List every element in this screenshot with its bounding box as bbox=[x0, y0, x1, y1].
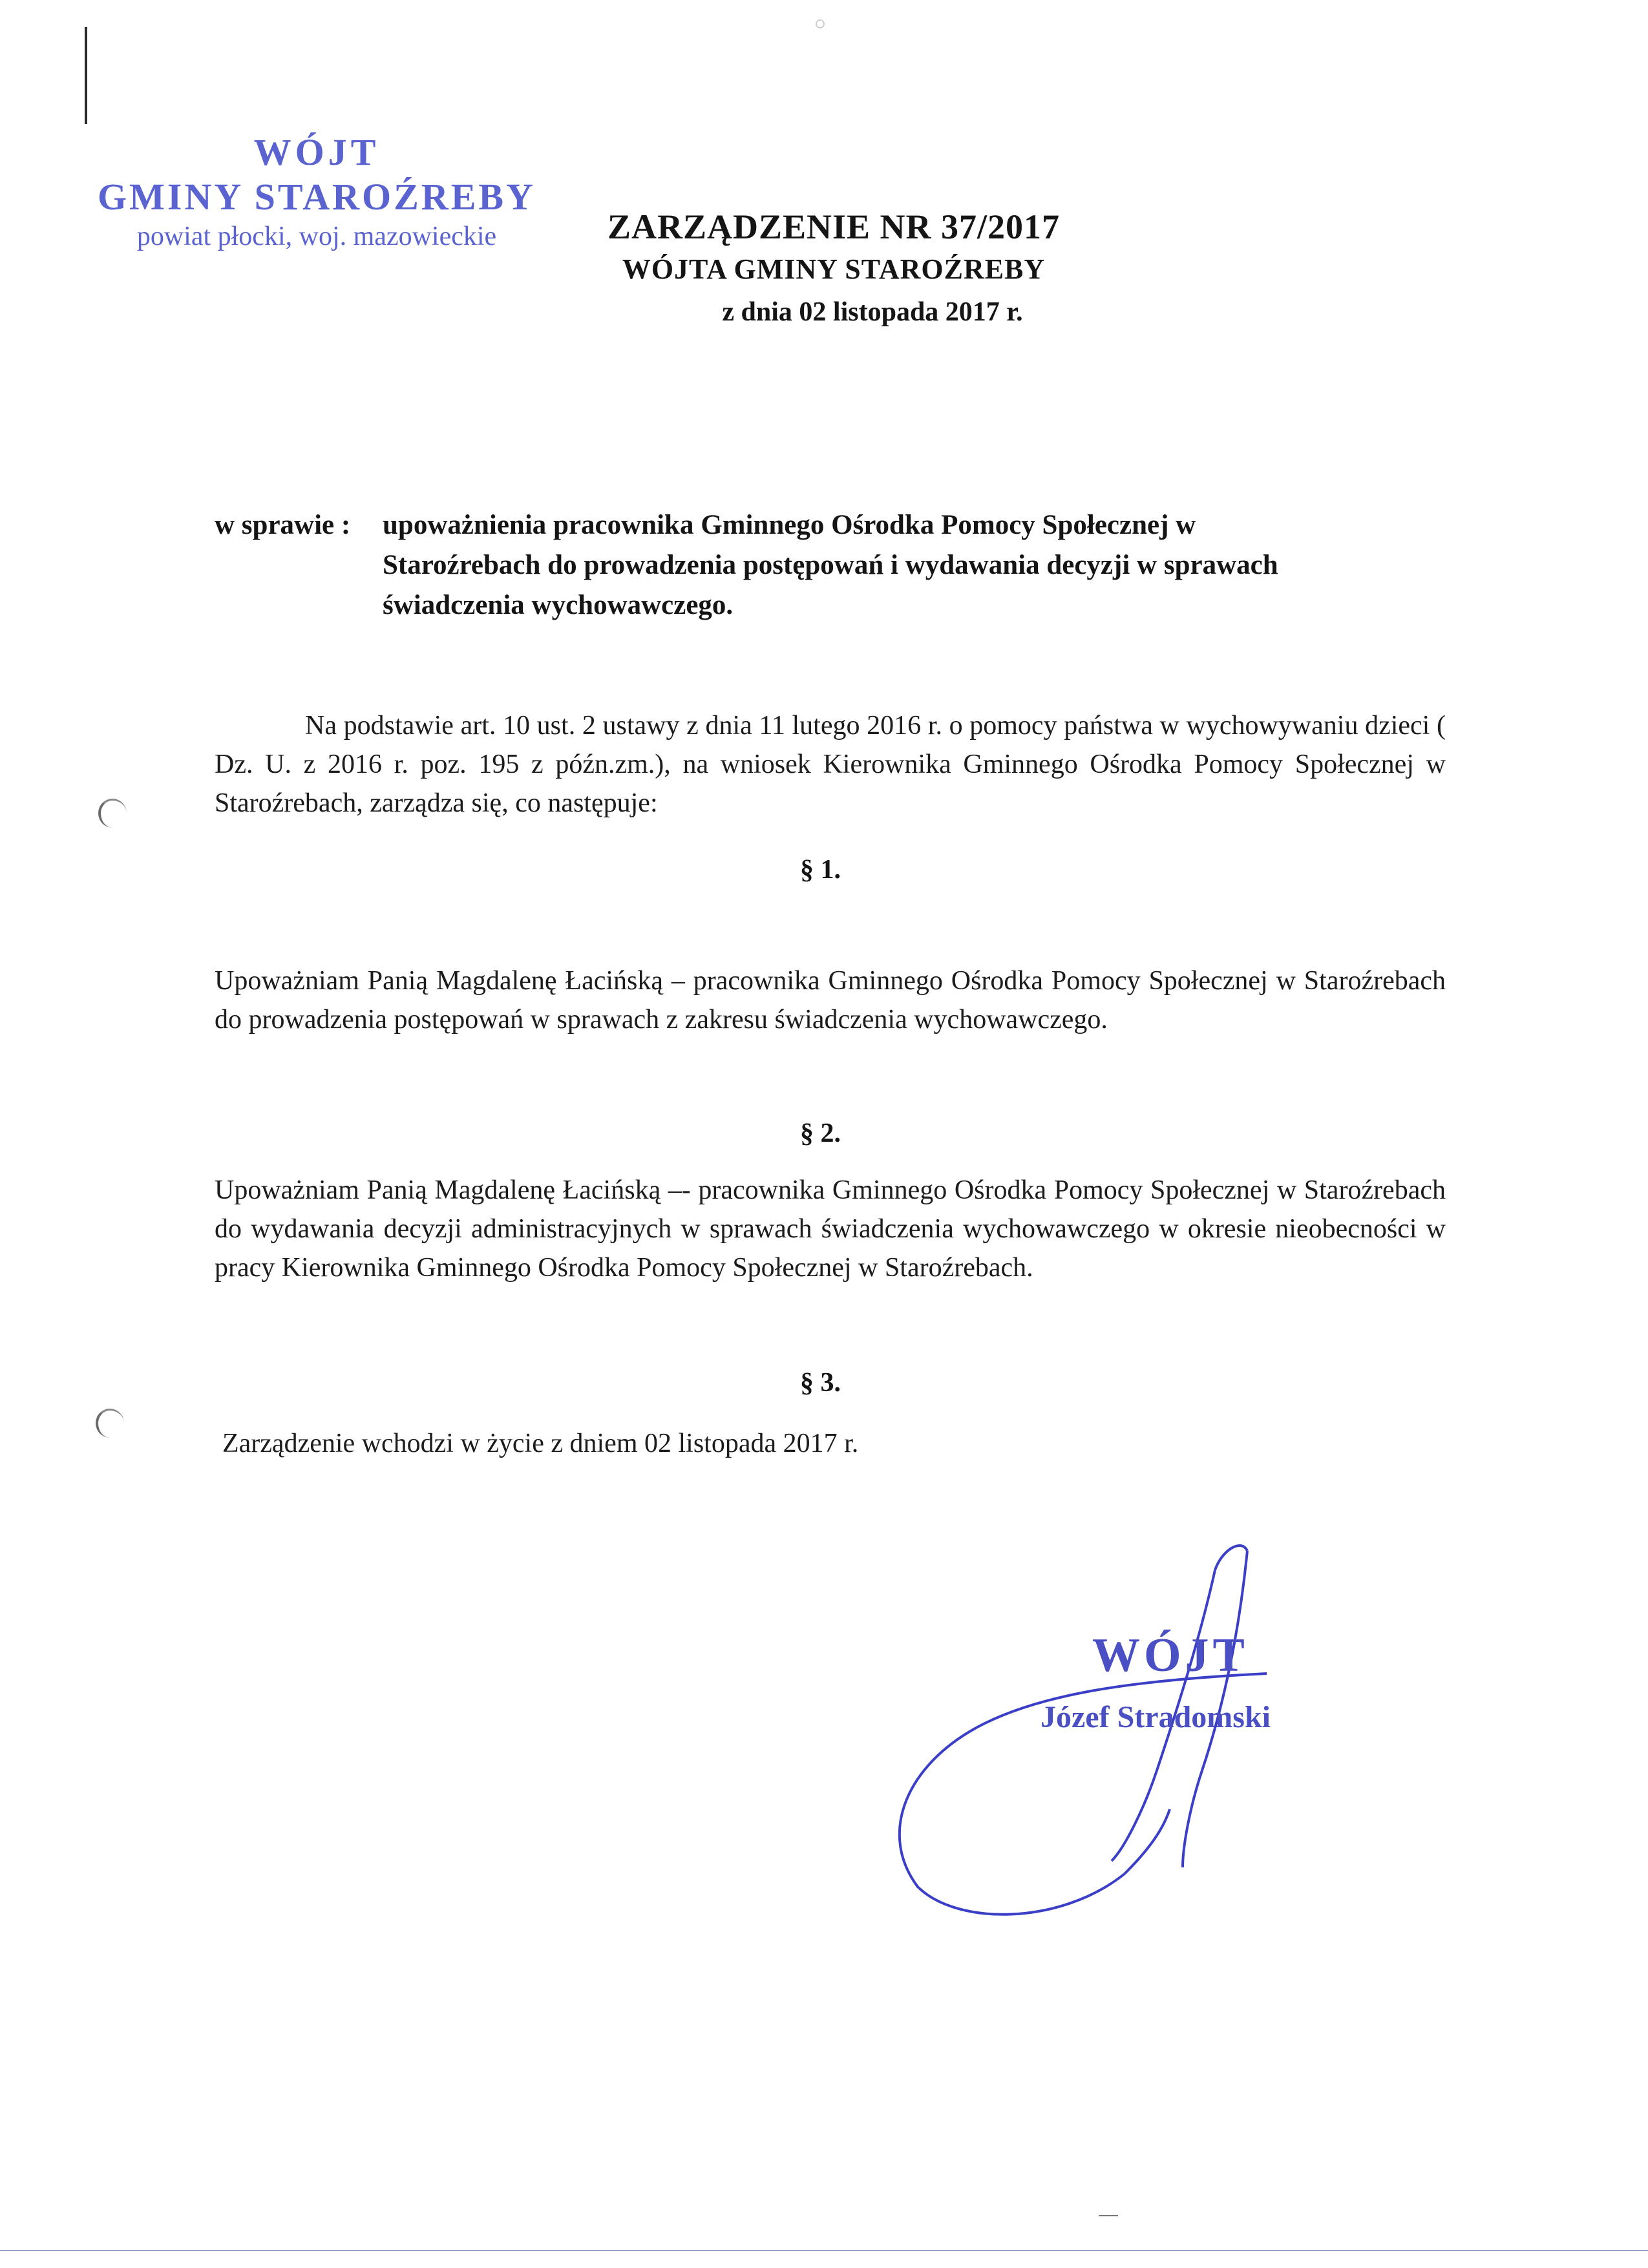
section-mark-2: § 2. bbox=[800, 1118, 841, 1148]
subject-label: w sprawie : bbox=[215, 510, 351, 540]
scan-speck bbox=[816, 19, 825, 28]
section-text-3: Zarządzenie wchodzi w życie z dniem 02 listopada 2017 r. bbox=[222, 1429, 859, 1458]
subject-text bbox=[383, 505, 1468, 545]
section-mark-1: § 1. bbox=[800, 855, 841, 885]
section-text-2: Upoważniam Panią Magdalenę Łacińską –- pracownika Gminnego Ośrodka Pomocy Społecznej w Staroźrebach do wydawania decyzji administracyjnych w sprawach świadczenia wychowawczego w okresie nieobecności w pracy Kierownika Gminnego Ośrodka Pomocy Społecznej w Staroźrebach. bbox=[215, 1175, 1446, 1283]
document-heading bbox=[549, 205, 1196, 333]
punch-hole-mark bbox=[98, 799, 127, 828]
signature-block bbox=[879, 1525, 1396, 1938]
stamp-line-1: WÓJT bbox=[253, 131, 380, 173]
margin-mark bbox=[85, 27, 87, 124]
signature-title: WÓJT bbox=[1092, 1629, 1249, 1682]
document-issuer: WÓJTA GMINY STAROŹREBY bbox=[622, 253, 1046, 285]
section-mark-3: § 3. bbox=[800, 1368, 841, 1398]
punch-hole-mark bbox=[96, 1409, 124, 1438]
page-bottom-rule bbox=[0, 2250, 1648, 2251]
stamp-line-2: GMINY STAROŹREBY bbox=[98, 176, 536, 218]
subject-line-3: świadczenia wychowawczego. bbox=[383, 590, 734, 620]
document-title: ZARZĄDZENIE NR 37/2017 bbox=[607, 207, 1061, 246]
scan-mark bbox=[1099, 2215, 1118, 2216]
subject-line-2: Staroźrebach do prowadzenia postępowań i wydawania decyzji w sprawach bbox=[383, 550, 1278, 580]
subject-line-1: upoważnienia pracownika Gminnego Ośrodka Pomocy Społecznej w bbox=[383, 510, 1196, 540]
intro-paragraph: Na podstawie art. 10 ust. 2 ustawy z dnia 11 lutego 2016 r. o pomocy państwa w wychowywaniu dzieci ( Dz. U. z 2016 r. poz. 195 z późn.zm.), na wniosek Kierownika Gminnego Ośrodka Pomocy Społecznej w Staroźrebach, zarządza się, co następuje: bbox=[215, 711, 1446, 818]
signature-name: Józef Stradomski bbox=[1041, 1700, 1271, 1734]
section-text-1: Upoważniam Panią Magdalenę Łacińską – pracownika Gminnego Ośrodka Pomocy Społecznej w Staroźrebach do prowadzenia postępowań w sprawach z zakresu świadczenia wychowawczego. bbox=[215, 966, 1446, 1034]
document-date: z dnia 02 listopada 2017 r. bbox=[722, 297, 1023, 327]
stamp-line-3: powiat płocki, woj. mazowieckie bbox=[136, 222, 497, 251]
subject-continuation bbox=[383, 545, 1468, 625]
